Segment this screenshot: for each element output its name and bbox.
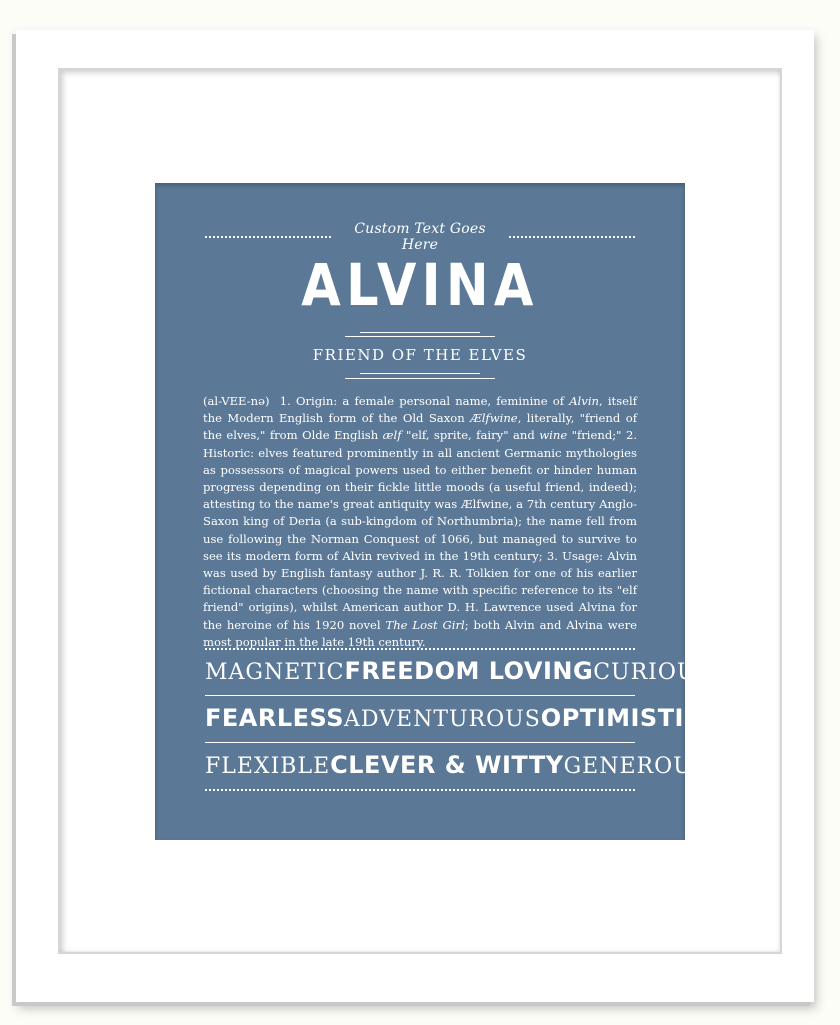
definition-text: , literally, "friend of the elves," from Olde English bbox=[203, 411, 637, 443]
definition-italic: The Lost Girl bbox=[385, 617, 465, 632]
custom-text-row bbox=[205, 221, 635, 253]
trait: CLEVER & WITTY bbox=[330, 751, 564, 779]
pronunciation: (al-VEE-nə) bbox=[203, 394, 270, 408]
dotted-divider-traits-bottom bbox=[205, 789, 635, 791]
definition-italic: Alvin bbox=[569, 394, 599, 408]
dotted-divider-traits-top bbox=[205, 648, 635, 650]
trait: CURIOUS bbox=[593, 660, 713, 685]
trait-row-divider bbox=[205, 695, 635, 696]
trait-row-3 bbox=[205, 751, 709, 785]
definition-text: ; both Alvin and Alvina were most popular in the late 19th century. bbox=[203, 617, 637, 649]
custom-text: Custom Text Goes Here bbox=[354, 221, 486, 253]
trait: OPTIMISTIC bbox=[540, 704, 703, 732]
dotted-divider-left bbox=[205, 236, 331, 238]
rule-above-meaning-2 bbox=[345, 336, 495, 337]
name-title: ALVINA bbox=[301, 251, 539, 319]
definition-italic: Ælfwine bbox=[470, 411, 518, 426]
trait: FREEDOM LOVING bbox=[344, 657, 594, 685]
definition-text: 1. Origin: a female personal name, feminine of bbox=[279, 394, 570, 408]
trait-row-1 bbox=[205, 657, 713, 691]
trait-row-2 bbox=[205, 704, 703, 738]
dotted-divider-right bbox=[509, 236, 635, 238]
rule-below-meaning-2 bbox=[345, 378, 495, 379]
trait: FLEXIBLE bbox=[205, 754, 331, 779]
name-meaning: FRIEND OF THE ELVES bbox=[312, 346, 528, 364]
rule-below-meaning bbox=[360, 373, 480, 374]
definition-italic: wine bbox=[539, 428, 568, 443]
trait: ADVENTUROUS bbox=[344, 707, 541, 732]
trait: GENEROUS bbox=[563, 754, 709, 779]
rule-above-meaning bbox=[360, 332, 480, 333]
name-print bbox=[155, 183, 713, 840]
definition-text: "friend;" 2. Historic: elves featured prominently in all ancient Germanic mythologies as possessors of magical powers used to either benefit or hinder human progress depending on their fickle little moods (a useful friend, indeed); attesting to the name's great antiquity was Ælfwine, a 7th century Anglo-Saxon king of Deria (a sub-kingdom of Northumbria); the name fell from use following the Norman Conquest of 1066, but managed to survive to see its modern form of Alvin revived in the 19th century; 3. Usage: Alvin was used by English fantasy author J. R. R. Tolkien for one of his earlier fictional characters (choosing the name with specific reference to its "elf friend" origins), whilst American author D. H. Lawrence used Alvina for the heroine of his 1920 novel bbox=[203, 428, 638, 632]
trait-row-divider bbox=[205, 742, 635, 743]
definition-text: "elf, sprite, fairy" and bbox=[401, 428, 540, 443]
definition-text: , itself the Modern English form of the Old Saxon bbox=[203, 394, 638, 426]
trait: FEARLESS bbox=[205, 704, 345, 732]
trait: MAGNETIC bbox=[205, 660, 345, 685]
name-definition bbox=[203, 393, 637, 651]
definition-italic: ælf bbox=[382, 428, 402, 443]
